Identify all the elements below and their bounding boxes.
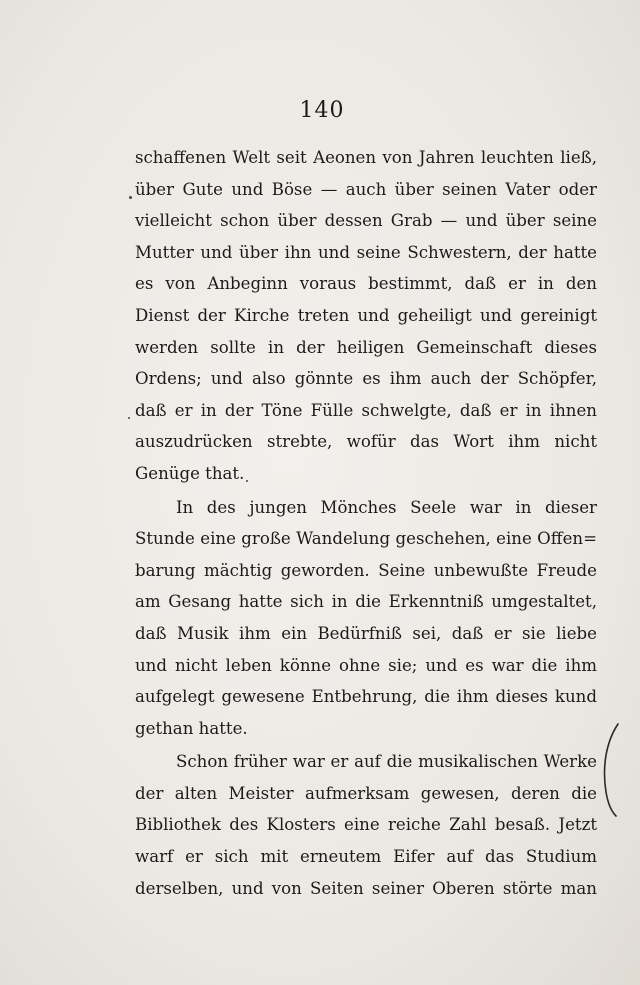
text-line: auszudrücken strebte, wofür das Wort ihm nicht bbox=[135, 432, 597, 452]
text-line: über Gute und Böse — auch über seinen Vater oder bbox=[135, 179, 597, 199]
ink-speck bbox=[128, 417, 130, 419]
text-line: Mutter und über ihn und seine Schwestern, der hatte bbox=[135, 242, 597, 262]
margin-pencil-mark bbox=[598, 722, 624, 818]
text-line: am Gesang hatte sich in die Erkenntniß umgestaltet, bbox=[135, 592, 597, 612]
paragraph bbox=[135, 746, 597, 904]
text-line: werden sollte in der heiligen Gemeinschaft dieses bbox=[135, 337, 597, 357]
text-line: Stunde eine große Wandelung geschehen, eine Offen= bbox=[135, 529, 597, 549]
paragraph bbox=[135, 142, 597, 490]
text-line: barung mächtig geworden. Seine unbewußte Freude bbox=[135, 560, 597, 580]
text-line: schaffenen Welt seit Aeonen von Jahren leuchten ließ, bbox=[135, 148, 597, 167]
text-line: daß er in der Töne Fülle schwelgte, daß er in ihnen bbox=[135, 400, 597, 420]
text-line: Bibliothek des Klosters eine reiche Zahl besaß. Jetzt bbox=[135, 815, 597, 835]
text-line: der alten Meister aufmerksam gewesen, deren die bbox=[135, 783, 597, 803]
ink-speck bbox=[129, 196, 132, 199]
text-line: warf er sich mit erneutem Eifer auf das Studium bbox=[135, 847, 597, 867]
text-line: Dienst der Kirche treten und geheiligt und gereinigt bbox=[135, 305, 597, 325]
text-line: daß Musik ihm ein Bedürfniß sei, daß er sie liebe bbox=[135, 623, 597, 643]
text-line: In des jungen Mönches Seele war in dieser bbox=[176, 497, 597, 517]
text-line: Genüge that. bbox=[135, 463, 245, 483]
text-line: es von Anbeginn voraus bestimmt, daß er in den bbox=[135, 274, 597, 294]
text-line: gethan hatte. bbox=[135, 718, 248, 738]
text-line: und nicht leben könne ohne sie; und es war die ihm bbox=[135, 655, 597, 675]
ink-speck bbox=[246, 480, 248, 482]
text-line: aufgelegt gewesene Entbehrung, die ihm dieses kund bbox=[135, 687, 597, 707]
body-text bbox=[135, 142, 597, 904]
text-line: Schon früher war er auf die musikalischen Werke bbox=[176, 752, 597, 772]
page-number: 140 bbox=[299, 98, 345, 123]
text-line: Ordens; und also gönnte es ihm auch der Schöpfer, bbox=[135, 369, 597, 389]
text-line: vielleicht schon über dessen Grab — und über seine bbox=[135, 211, 597, 231]
text-line: derselben, und von Seiten seiner Oberen störte man bbox=[135, 878, 597, 898]
paragraph bbox=[135, 492, 597, 745]
